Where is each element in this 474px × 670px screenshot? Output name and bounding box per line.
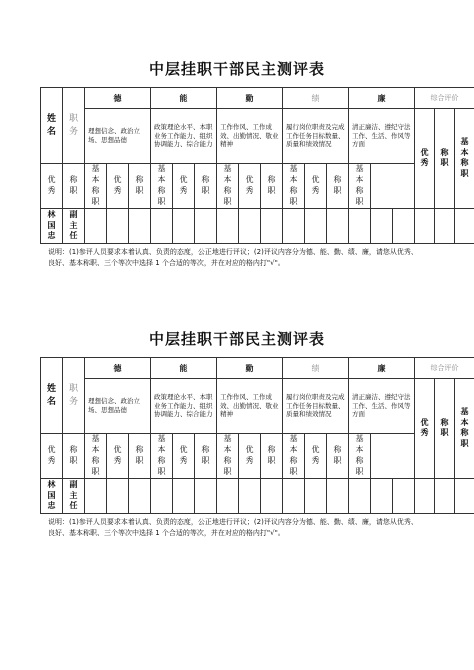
category-ji: 绩 <box>283 358 349 379</box>
desc-qin: 工作作风、工作成效、出勤情况、敬业精神 <box>217 109 283 164</box>
overall-header: 综合评价 <box>415 358 474 379</box>
form-title: 中层挂职干部民主测评表 <box>148 60 325 78</box>
rating-label-neng-2: 基本称职 <box>151 164 173 209</box>
rating-input-cell[interactable] <box>85 209 107 244</box>
rating-input-cell[interactable] <box>415 479 435 514</box>
rating-input-cell[interactable] <box>455 209 474 244</box>
rating-input-cell[interactable] <box>195 209 217 244</box>
category-lian: 廉 <box>349 88 415 109</box>
rating-input-cell[interactable] <box>415 209 435 244</box>
rating-input-cell[interactable] <box>129 479 151 514</box>
rating-label-ji-1: 称职 <box>261 164 283 209</box>
desc-ji: 履行岗位职责及完成工作任务目标数量、质量和绩效情况 <box>283 379 349 434</box>
overall-header: 综合评价 <box>415 88 474 109</box>
person-post: 副主任 <box>63 479 85 514</box>
name-header: 姓名 <box>41 88 63 164</box>
name-header: 姓名 <box>41 358 63 434</box>
desc-lian: 清正廉洁、遵纪守法工作、生活、作风等方面 <box>349 109 415 164</box>
rating-label-ji-0: 优秀 <box>239 434 261 479</box>
rating-label-de-0: 优秀 <box>41 434 63 479</box>
rating-label-de-0: 优秀 <box>41 164 63 209</box>
rating-input-cell[interactable] <box>327 209 349 244</box>
rating-label-lian-1: 称职 <box>327 164 349 209</box>
form-title: 中层挂职干部民主测评表 <box>148 330 325 348</box>
category-qin: 勤 <box>217 358 283 379</box>
desc-lian: 清正廉洁、遵纪守法工作、生活、作风等方面 <box>349 379 415 434</box>
rating-label-de-1: 称职 <box>63 434 85 479</box>
rating-label-neng-1: 称职 <box>129 164 151 209</box>
rating-input-cell[interactable] <box>107 209 129 244</box>
rating-input-cell[interactable] <box>107 479 129 514</box>
rating-input-cell[interactable] <box>435 209 455 244</box>
rating-input-cell[interactable] <box>455 479 474 514</box>
evaluation-form-1 <box>40 58 469 268</box>
rating-input-cell[interactable] <box>349 209 371 244</box>
rating-label-neng-2: 基本称职 <box>151 434 173 479</box>
rating-input-cell[interactable] <box>173 209 195 244</box>
rating-label-ji-2: 基本称职 <box>283 434 305 479</box>
rating-label-ji-1: 称职 <box>261 434 283 479</box>
rating-input-cell[interactable] <box>327 479 349 514</box>
rating-label-de-2: 基本称职 <box>85 434 107 479</box>
rating-input-cell[interactable] <box>217 209 239 244</box>
form-note: 说明：(1)参评人员要求本着认真、负责的态度，公正地进行评议；(2)评议内容分为德、能、勤、绩、廉，请您从优秀、良好、基本称职、三个等次中选择 1 个合适的等次，并在对应的格内打"√"。 <box>48 518 418 537</box>
rating-input-cell[interactable] <box>85 479 107 514</box>
post-header: 职务 <box>63 358 85 434</box>
rating-label-qin-0: 优秀 <box>173 164 195 209</box>
desc-de: 理想信念、政治立场、思想品德 <box>85 109 151 164</box>
rating-input-cell[interactable] <box>173 479 195 514</box>
rating-label-ji-0: 优秀 <box>239 164 261 209</box>
rating-label-neng-0: 优秀 <box>107 164 129 209</box>
rating-input-cell[interactable] <box>261 209 283 244</box>
rating-label-qin-1: 称职 <box>195 164 217 209</box>
rating-label-qin-2: 基本称职 <box>217 434 239 479</box>
rating-input-cell[interactable] <box>393 209 415 244</box>
desc-ji: 履行岗位职责及完成工作任务目标数量、质量和绩效情况 <box>283 109 349 164</box>
category-de: 德 <box>85 358 151 379</box>
overall-basic: 基本称职 <box>455 379 474 479</box>
form-note: 说明：(1)参评人员要求本着认真、负责的态度，公正地进行评议；(2)评议内容分为德、能、勤、绩、廉，请您从优秀、良好、基本称职、三个等次中选择 1 个合适的等次，并在对应的格内打"√"。 <box>48 248 418 267</box>
category-ji: 绩 <box>283 88 349 109</box>
rating-input-cell[interactable] <box>305 209 327 244</box>
rating-input-cell[interactable] <box>371 479 393 514</box>
evaluation-form-2 <box>40 328 469 538</box>
rating-label-lian-2: 基本称职 <box>349 164 371 209</box>
rating-label-lian-2: 基本称职 <box>349 434 371 479</box>
rating-label-neng-1: 称职 <box>129 434 151 479</box>
category-neng: 能 <box>151 358 217 379</box>
desc-neng: 政策理论水平、本职业务工作能力、组织协调能力、综合能力 <box>151 379 217 434</box>
desc-de: 理想信念、政治立场、思想品德 <box>85 379 151 434</box>
rating-input-cell[interactable] <box>151 479 173 514</box>
rating-input-cell[interactable] <box>283 209 305 244</box>
category-de: 德 <box>85 88 151 109</box>
person-post: 副主任 <box>63 209 85 244</box>
rating-input-cell[interactable] <box>371 209 393 244</box>
rating-input-cell[interactable] <box>349 479 371 514</box>
rating-input-cell[interactable] <box>151 209 173 244</box>
rating-label-ji-2: 基本称职 <box>283 164 305 209</box>
evaluation-table <box>40 357 474 514</box>
overall-basic: 基本称职 <box>455 109 474 209</box>
overall-excellent: 优秀 <box>415 379 435 479</box>
rating-label-qin-0: 优秀 <box>173 434 195 479</box>
person-name: 林国忠 <box>41 479 63 514</box>
rating-label-de-1: 称职 <box>63 164 85 209</box>
person-name: 林国忠 <box>41 209 63 244</box>
rating-label-neng-0: 优秀 <box>107 434 129 479</box>
rating-input-cell[interactable] <box>129 209 151 244</box>
rating-input-cell[interactable] <box>435 479 455 514</box>
rating-input-cell[interactable] <box>239 479 261 514</box>
overall-competent: 称职 <box>435 379 455 479</box>
rating-label-qin-1: 称职 <box>195 434 217 479</box>
rating-input-cell[interactable] <box>195 479 217 514</box>
category-lian: 廉 <box>349 358 415 379</box>
desc-neng: 政策理论水平、本职业务工作能力、组织协调能力、综合能力 <box>151 109 217 164</box>
evaluation-table <box>40 87 474 244</box>
rating-input-cell[interactable] <box>239 209 261 244</box>
category-neng: 能 <box>151 88 217 109</box>
overall-competent: 称职 <box>435 109 455 209</box>
category-qin: 勤 <box>217 88 283 109</box>
rating-label-lian-1: 称职 <box>327 434 349 479</box>
rating-input-cell[interactable] <box>217 479 239 514</box>
overall-excellent: 优秀 <box>415 109 435 209</box>
rating-label-de-2: 基本称职 <box>85 164 107 209</box>
rating-input-cell[interactable] <box>283 479 305 514</box>
rating-input-cell[interactable] <box>393 479 415 514</box>
post-header: 职务 <box>63 88 85 164</box>
rating-label-lian-0: 优秀 <box>305 164 327 209</box>
desc-qin: 工作作风、工作成效、出勤情况、敬业精神 <box>217 379 283 434</box>
rating-input-cell[interactable] <box>305 479 327 514</box>
rating-label-qin-2: 基本称职 <box>217 164 239 209</box>
rating-input-cell[interactable] <box>261 479 283 514</box>
rating-label-lian-0: 优秀 <box>305 434 327 479</box>
